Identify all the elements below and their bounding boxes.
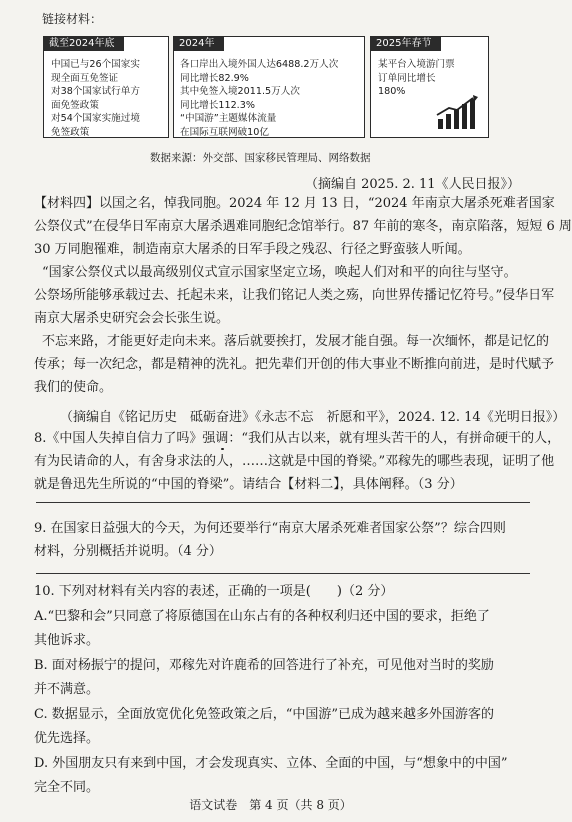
panel-tag: 截至2024年底 [44,37,124,51]
option-a[interactable]: A.“巴黎和会”只同意了将原德国在山东占有的各种权利归还中国的要求，拒绝了 [34,608,490,624]
question-8: 8.《中国人失掉自信力了吗》强调：“我们从古以来，就有埋头苦干的人，有拼命硬干的人， 有为民请命的人，有舍身求法的人，……这就是中国的脊梁。”邓稼先的哪些表现，证明了他 就是鲁迅先生所说的“中国的脊梁”。请结合【材料二】，具体阐释。（3 分） [34,427,516,496]
citation-people-daily: （摘编自 2025. 2. 11《人民日报》） [305,177,521,192]
page-footer: 语文试卷 第 4 页（共 8 页） [189,798,352,812]
panel-body: 中国已与26个国家实 现全面互免签证 对38个国家试行单方 面免签政策 对54个国家实施过境 免签政策 [51,59,140,138]
question-8-line-1: 8.《中国人失掉自信力了吗》强调：“我们从古以来，就有埋头苦干的人，有拼命硬干的人， [34,431,561,446]
question-9: 9. 在国家日益强大的今天，为何还要举行“南京大屠杀死难者国家公祭”？综合四则 材料，分别概括并说明。（4 分） [34,521,506,559]
info-panel-2024 [173,36,365,138]
info-panel-visa [43,36,169,138]
panel-body: 某平台入境游门票 订单同比增长 180% [378,59,455,98]
answer-line [36,573,530,574]
citation-guangming-daily: （摘编自《铭记历史 砥砺奋进》《永志不忘 祈愿和平》，2024. 12. 14《光明日报》） [60,410,566,425]
data-source: 数据来源：外交部、国家移民管理局、网络数据 [150,152,371,164]
answer-line [36,502,530,503]
option-d[interactable]: D. 外国朋友只有来到中国，才会发现真实、立体、全面的中国，与“想象中的中国” [34,755,508,771]
option-b[interactable]: B. 面对杨振宁的提问，邓稼先对许鹿希的回答进行了补充，可见他对当时的奖励 [34,657,494,673]
info-panel-spring-festival [370,36,489,138]
panel-body: 各口岸出入境外国人达6488.2万人次 同比增长82.9% 其中免签入境2011.5万人次 同比增长112.3% “中国游”主题媒体流量 在国际互联网破10亿 [180,59,339,138]
question-10: 10. 下列对材料有关内容的表述，正确的一项是( )（2 分） A.“巴黎和会”只同意了将原德国在山东占有的各种权利归还中国的要求，拒绝了 其他诉求。 B. 面对杨振宁的提问，邓稼先对许鹿希的回答进行了补充，可见他对当时的奖励 并不满意。 C. 数据显示，全面放宽优化免签政策之后，“中国游”已成为越来越多外国游客的 优先选择。 D. 外国朋友只有来到中国，才会发现真实、立体、全面的中国，与“想象中的中国” 完全不同。 [34,580,516,801]
material-four: 【材料四】以国之名，悼我同胞。2024 年 12 月 13 日，“2024 年南京大屠杀死难者国家 公祭仪式”在侵华日军南京大屠杀遇难同胞纪念馆举行。87 年前的寒冬，南京陷落，短短 6 周 30 万同胞罹难，制造南京大屠杀的日军手段之残忍、行径之野蛮骇人听闻。 “国家公祭仪式以最高级别仪式宣示国家坚定立场，唤起人们对和平的向往与坚守。 公祭场所能够承载过去、托起未来，让我们铭记人类之殇，向世界传播记忆符号。”侵华日军 南京大屠杀史研究会会长张生说。 不忘来路，才能更好走向未来。落后就要挨打，发展才能自强。每一次缅怀，都是记忆的 传承；每一次纪念，都是精神的洗礼。把先辈们开创的伟大事业不断推向前进，是时代赋予 我们的使命。 [34,196,572,395]
growth-chart-icon [435,95,479,131]
question-10-stem: 10. 下列对材料有关内容的表述，正确的一项是( )（2 分） [34,584,394,599]
panel-tag: 2024年 [174,37,224,51]
panel-tag: 2025年春节 [371,37,441,51]
link-materials-label: 链接材料： [42,12,103,26]
option-c[interactable]: C. 数据显示，全面放宽优化免签政策之后，“中国游”已成为越来越多外国游客的 [34,706,495,722]
